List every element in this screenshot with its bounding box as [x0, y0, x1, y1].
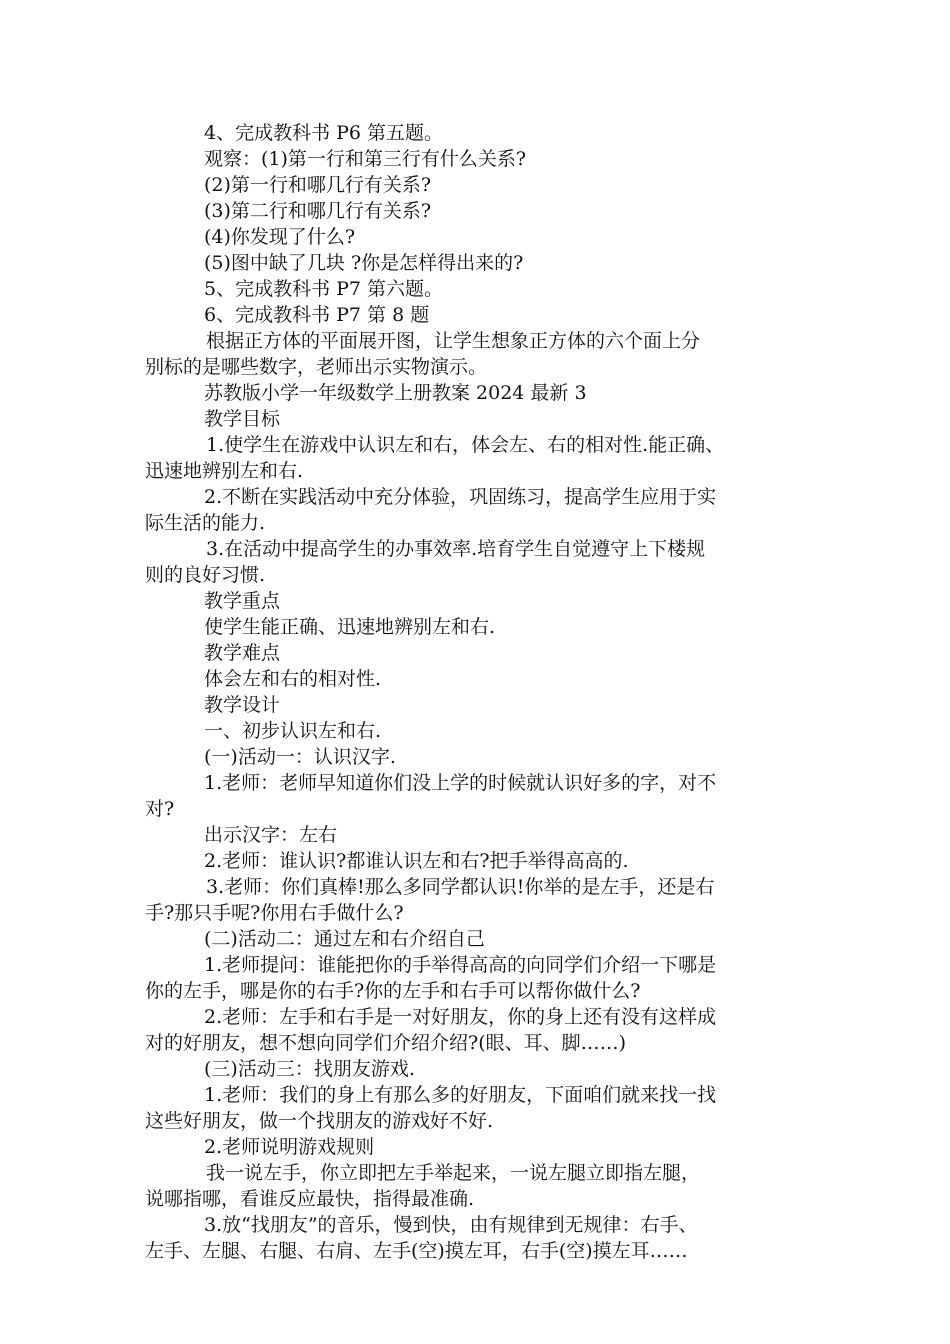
text-line: 你的左手，哪是你的右手?你的左手和右手可以帮你做什么? — [145, 980, 641, 1002]
text-line: 使学生能正确、迅速地辨别左和右. — [204, 616, 496, 638]
text-line: (5)图中缺了几块 ?你是怎样得出来的? — [204, 252, 524, 274]
text-line: 4、完成教科书 P6 第五题。 — [204, 122, 444, 144]
text-line: 别标的是哪些数字，老师出示实物演示。 — [145, 356, 488, 378]
text-line: 3.在活动中提高学生的办事效率.培育学生自觉遵守上下楼规 — [206, 538, 706, 560]
text-line: 对的好朋友，想不想向同学们介绍介绍?(眼、耳、脚……) — [145, 1032, 627, 1054]
text-line: 根据正方体的平面展开图，让学生想象正方体的六个面上分 — [206, 330, 701, 352]
text-line: 一、初步认识左和右. — [204, 720, 382, 742]
text-line: (一)活动一：认识汉字. — [204, 746, 396, 768]
text-line: 教学设计 — [204, 694, 281, 716]
text-line: 苏教版小学一年级数学上册教案 2024 最新 3 — [204, 382, 587, 404]
text-line: 出示汉字：左右 — [204, 824, 338, 846]
text-line: 我一说左手，你立即把左手举起来，一说左腿立即指左腿， — [206, 1162, 701, 1184]
text-line: 3.老师：你们真棒!那么多同学都认识!你举的是左手，还是右 — [206, 876, 715, 898]
text-line: 教学难点 — [204, 642, 281, 664]
text-line: 1.老师提问：谁能把你的手举得高高的向同学们介绍一下哪是 — [204, 954, 717, 976]
text-line: 观察：(1)第一行和第三行有什么关系? — [204, 148, 527, 170]
text-line: 说哪指哪，看谁反应最快，指得最准确. — [145, 1188, 475, 1210]
text-line: 教学目标 — [204, 408, 281, 430]
text-line: 体会左和右的相对性. — [204, 668, 382, 690]
text-line: 对? — [145, 798, 175, 820]
text-line: 这些好朋友，做一个找朋友的游戏好不好. — [145, 1110, 494, 1132]
text-line: 教学重点 — [204, 590, 281, 612]
text-line: 6、完成教科书 P7 第 8 题 — [204, 304, 430, 326]
text-line: 际生活的能力. — [145, 512, 266, 534]
text-line: 2.老师说明游戏规则 — [204, 1136, 375, 1158]
text-line: 手?那只手呢?你用右手做什么? — [145, 902, 404, 924]
text-line: 2.老师：谁认识?都谁认识左和右?把手举得高高的. — [204, 850, 629, 872]
text-line: (三)活动三：找朋友游戏. — [204, 1058, 415, 1080]
text-line: 1.老师：我们的身上有那么多的好朋友，下面咱们就来找一找 — [204, 1084, 717, 1106]
text-line: 2.不断在实践活动中充分体验，巩固练习，提高学生应用于实 — [204, 486, 717, 508]
text-line: 左手、左腿、右腿、右肩、左手(空)摸左耳，右手(空)摸左耳…… — [145, 1240, 688, 1262]
text-line: 迅速地辨别左和右. — [145, 460, 304, 482]
text-line: 1.使学生在游戏中认识左和右，体会左、右的相对性.能正确、 — [206, 434, 725, 456]
text-line: 1.老师：老师早知道你们没上学的时候就认识好多的字，对不 — [204, 772, 717, 794]
document-body — [145, 120, 810, 1264]
text-line: 3.放“找朋友”的音乐，慢到快，由有规律到无规律：右手、 — [204, 1214, 698, 1236]
text-line: 2.老师：左手和右手是一对好朋友，你的身上还有没有这样成 — [204, 1006, 717, 1028]
text-line: (二)活动二：通过左和右介绍自己 — [204, 928, 485, 950]
text-line: (2)第一行和哪几行有关系? — [204, 174, 432, 196]
text-line: 5、完成教科书 P7 第六题。 — [204, 278, 444, 300]
text-line: 则的良好习惯. — [145, 564, 266, 586]
text-line: (4)你发现了什么? — [204, 226, 356, 248]
text-line: (3)第二行和哪几行有关系? — [204, 200, 432, 222]
